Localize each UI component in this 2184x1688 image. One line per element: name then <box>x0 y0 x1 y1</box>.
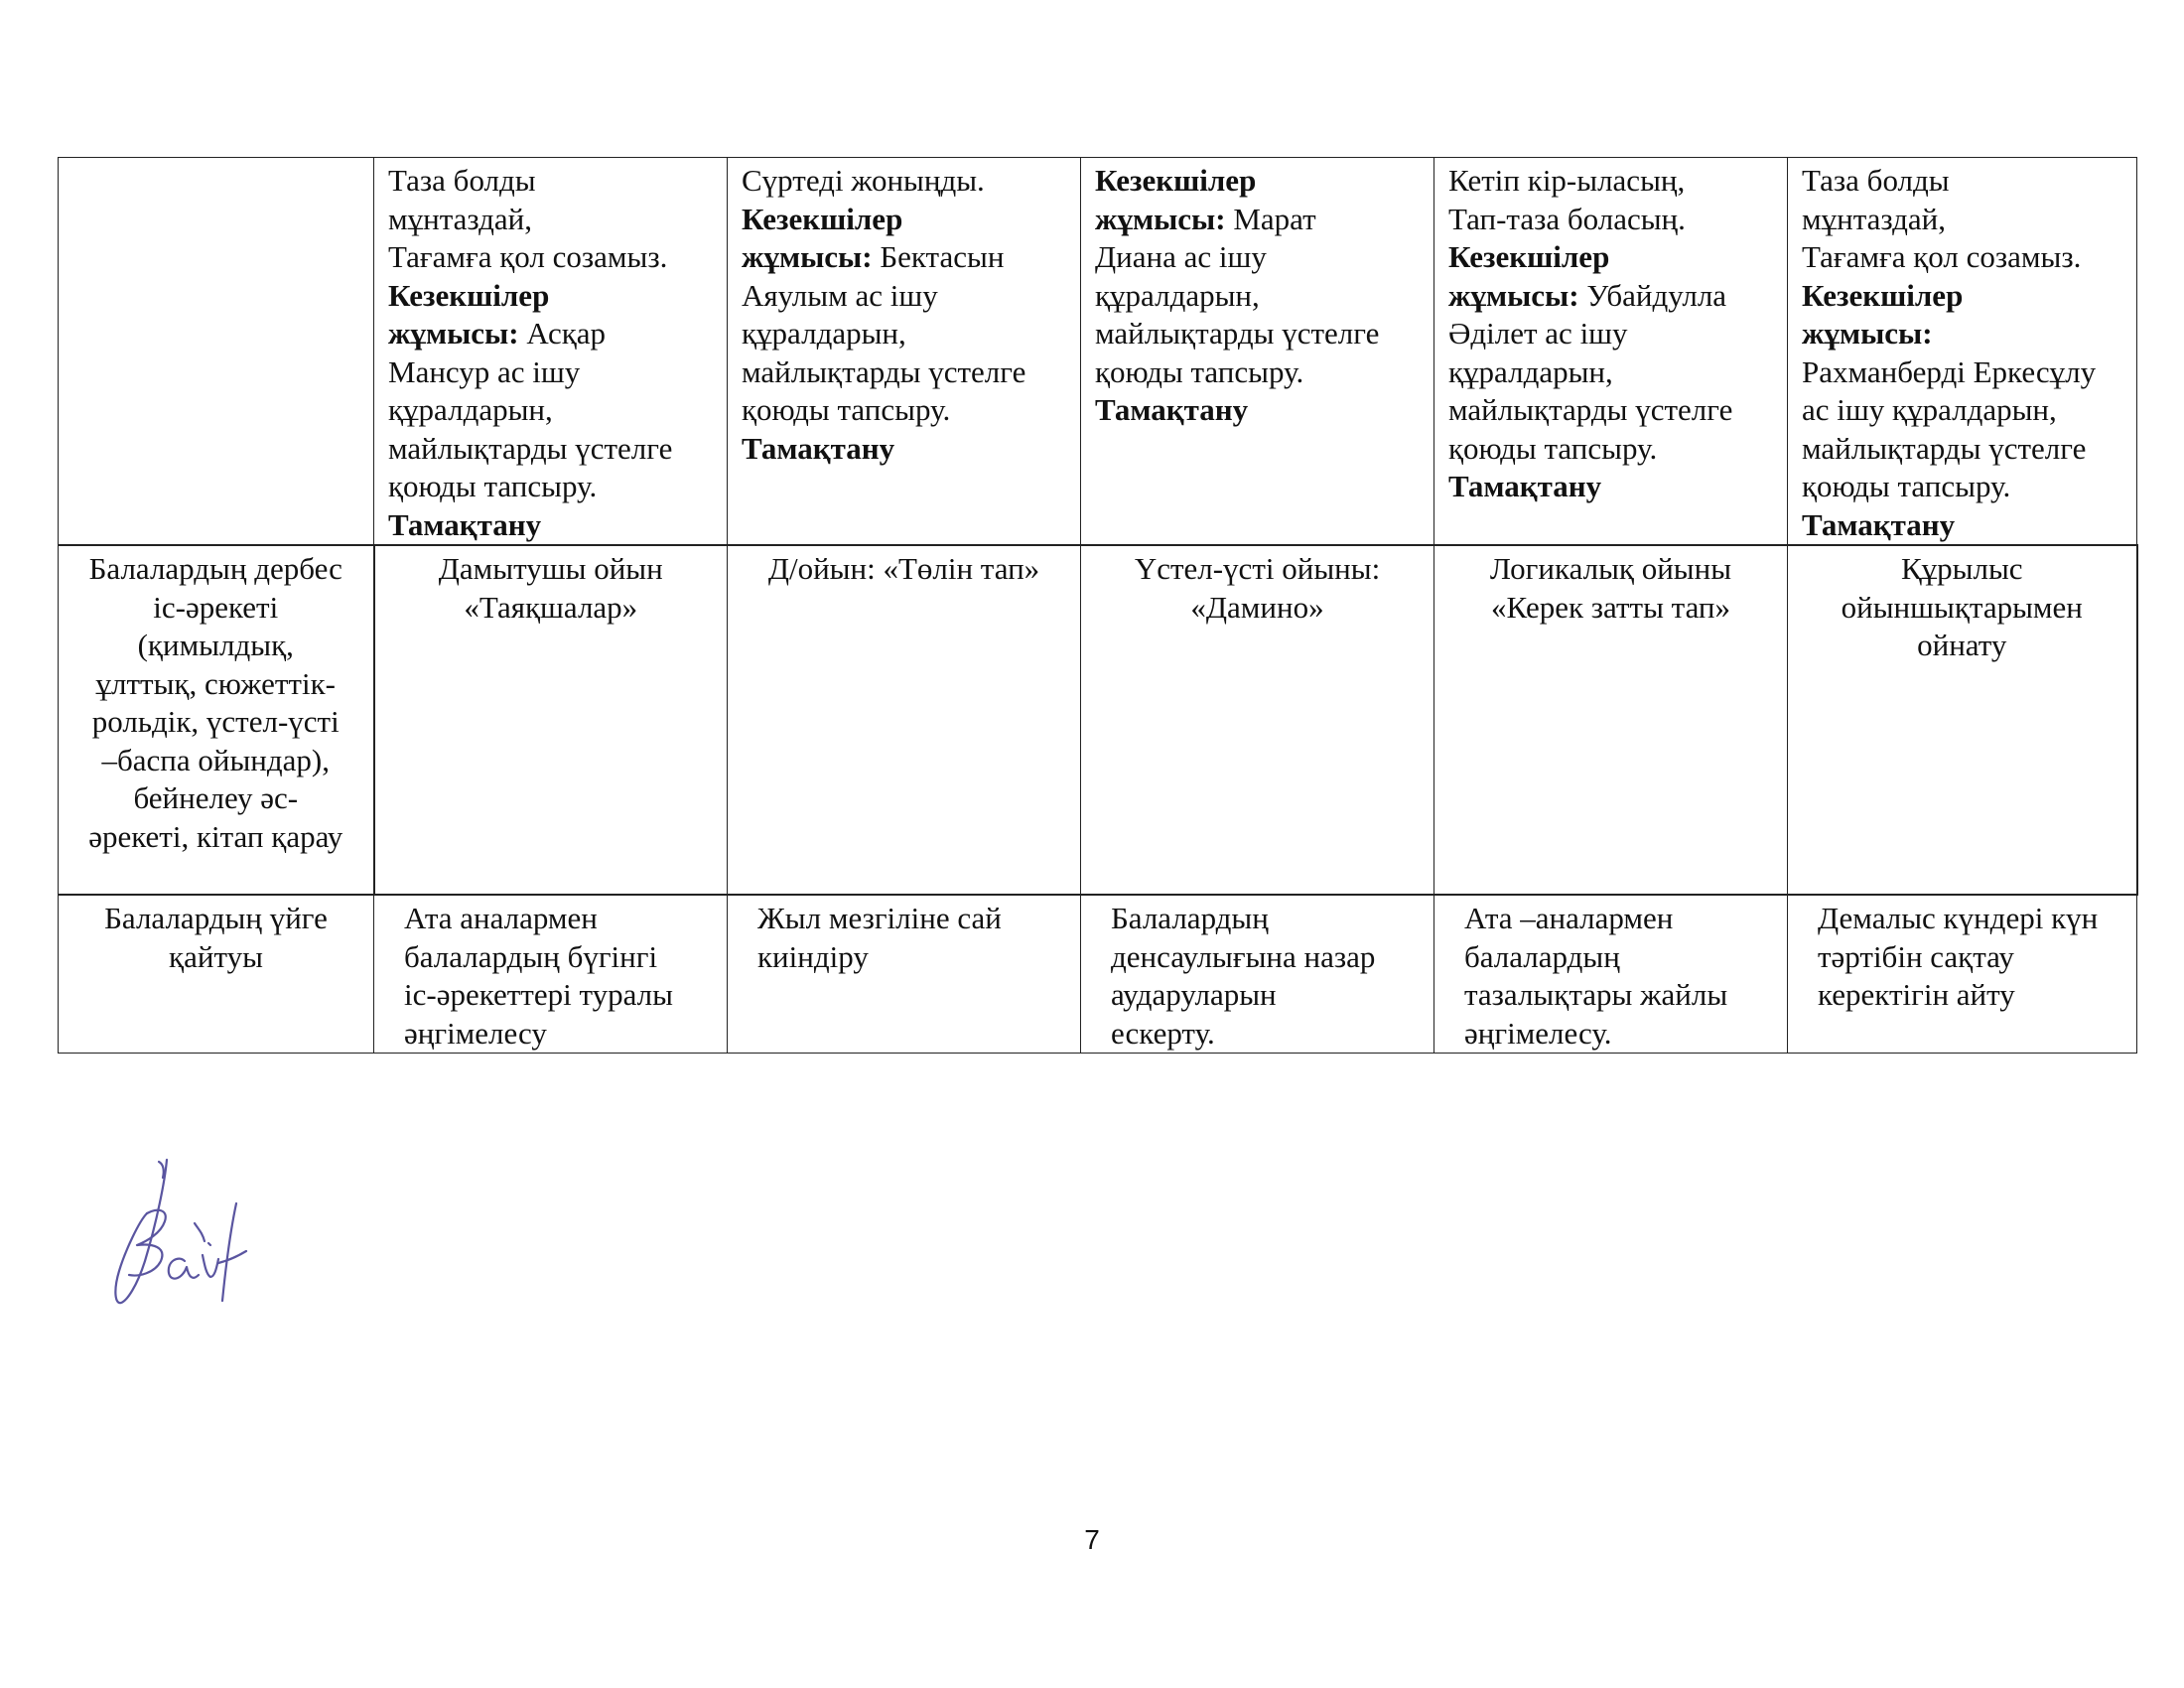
meal-label: Тамақтану <box>388 506 542 542</box>
game-cell-day-1 <box>374 545 728 895</box>
game-line: «Дамино» <box>1190 589 1324 625</box>
meal-label: Тамақтану <box>1448 469 1602 503</box>
cell-line: әңгімелесу <box>404 1015 547 1051</box>
game-line: Үстел-үсті ойыны: <box>1134 551 1381 586</box>
duty-title: жұмысы: <box>1095 201 1226 236</box>
poem-line: Таза болды <box>1802 163 1950 198</box>
label-line: ұлттық, сюжеттік- <box>95 665 336 701</box>
label-line: –баспа ойындар), <box>101 742 330 777</box>
duty-line: құралдарын, <box>742 316 906 351</box>
cell-line: керектігін айту <box>1818 977 2015 1012</box>
cell-line: Ата аналармен <box>404 901 598 935</box>
cell-line: тәртібін сақтау <box>1818 938 2014 974</box>
duty-line: Аяулым ас ішу <box>742 277 938 313</box>
poem-line: Сүртеді жоныңды. <box>742 163 985 198</box>
cell-line: ескерту. <box>1111 1015 1215 1051</box>
label-line: Балалардың үйге <box>104 901 328 935</box>
meal-label: Тамақтану <box>1802 506 1956 542</box>
duty-line: құралдарын, <box>1448 353 1613 389</box>
table-row <box>59 545 2137 895</box>
duty-line: майлықтарды үстелге <box>1095 316 1380 351</box>
duty-names: Бектасын <box>872 239 1005 274</box>
duty-title: Кезекшілер <box>1448 239 1610 274</box>
going-home-cell-day-1 <box>374 895 728 1054</box>
label-line: әрекеті, кітап қарау <box>88 818 343 854</box>
duty-names: Убайдулла <box>1578 277 1727 313</box>
cell-line: денсаулығына назар <box>1111 938 1376 974</box>
poem-line: Таза болды <box>388 163 536 198</box>
game-line: ойнату <box>1917 628 2007 662</box>
table-row <box>59 895 2137 1054</box>
duty-line: ас ішу құралдарын, <box>1802 392 2057 427</box>
cell-line: Демалыс күндері күн <box>1818 901 2099 935</box>
meal-cell-day-3 <box>1081 158 1434 546</box>
duty-line: Рахманберді Еркесұлу <box>1802 353 2097 389</box>
page-number: 7 <box>1084 1524 1100 1555</box>
meal-label: Тамақтану <box>742 430 895 466</box>
duty-title: жұмысы: <box>388 316 519 351</box>
game-line: «Керек затты тап» <box>1490 589 1731 625</box>
signature-strokes <box>115 1160 246 1303</box>
meal-label: Тамақтану <box>1095 392 1249 427</box>
row-label-going-home <box>59 895 374 1054</box>
cell-line: әңгімелесу. <box>1464 1015 1612 1051</box>
going-home-cell-day-3 <box>1081 895 1434 1054</box>
duty-title: Кезекшілер <box>742 201 903 236</box>
label-line: (қимылдық, <box>137 628 294 662</box>
game-line: Логикалық ойыны <box>1489 551 1732 586</box>
game-cell-day-3 <box>1081 545 1434 895</box>
meal-cell-day-2 <box>728 158 1081 546</box>
cell-line: іс-әрекеттері туралы <box>404 977 673 1012</box>
duty-line: Диана ас ішу <box>1095 239 1267 274</box>
meal-cell-day-1 <box>374 158 728 546</box>
meal-cell-day-5 <box>1788 158 2137 546</box>
duty-line: қоюды тапсыру. <box>1448 430 1658 466</box>
label-line: рольдік, үстел-үсті <box>91 704 340 739</box>
duty-line: құралдарын, <box>388 392 553 427</box>
cell-line: Жыл мезгіліне сай <box>757 901 1002 935</box>
game-line: Д/ойын: «Төлін тап» <box>767 551 1040 586</box>
cell-line: балалардың <box>1464 938 1620 974</box>
poem-line: Тап-таза боласың. <box>1448 201 1686 236</box>
game-cell-day-5 <box>1788 545 2137 895</box>
duty-names: Марат <box>1225 201 1316 236</box>
label-line: қайтуы <box>169 938 263 974</box>
duty-line: майлықтарды үстелге <box>1448 392 1733 427</box>
duty-line: қоюды тапсыру. <box>742 392 951 427</box>
duty-title: Кезекшілер <box>1802 277 1964 313</box>
game-cell-day-2 <box>728 545 1081 895</box>
going-home-cell-day-2 <box>728 895 1081 1054</box>
poem-line: Тағамға қол созамыз. <box>388 239 668 274</box>
duty-title: жұмысы: <box>1802 316 1933 351</box>
duty-line: майлықтарды үстелге <box>742 353 1026 389</box>
duty-names: Асқар <box>518 316 607 351</box>
label-line: Балалардың дербес <box>88 551 342 586</box>
cell-line: балалардың бүгінгі <box>404 938 658 974</box>
duty-line: қоюды тапсыру. <box>1802 469 2011 503</box>
duty-title: жұмысы: <box>742 239 873 274</box>
game-cell-day-4 <box>1434 545 1788 895</box>
poem-line: мұнтаздай, <box>1802 201 1946 236</box>
cell-line: Балалардың <box>1111 901 1269 935</box>
schedule-table <box>58 157 2138 1054</box>
game-line: Құрылыс <box>1900 551 2023 586</box>
going-home-cell-day-4 <box>1434 895 1788 1054</box>
cell-line: аударуларын <box>1111 977 1277 1012</box>
cell-line: Ата –аналармен <box>1464 901 1674 935</box>
poem-line: Тағамға қол созамыз. <box>1802 239 2082 274</box>
game-line: «Таяқшалар» <box>464 589 638 625</box>
duty-line: қоюды тапсыру. <box>1095 353 1304 389</box>
duty-line: құралдарын, <box>1095 277 1260 313</box>
duty-title: Кезекшілер <box>1095 163 1257 198</box>
cell-line: тазалықтары жайлы <box>1464 977 1728 1012</box>
label-line: бейнелеу әс- <box>133 780 299 815</box>
game-line: ойыншықтарымен <box>1841 589 2083 625</box>
duty-title: Кезекшілер <box>388 277 550 313</box>
meal-cell-day-4 <box>1434 158 1788 546</box>
game-line: Дамытушы ойын <box>438 551 663 586</box>
duty-line: майлықтарды үстелге <box>1802 430 2087 466</box>
duty-line: қоюды тапсыру. <box>388 469 598 503</box>
poem-line: мұнтаздай, <box>388 201 532 236</box>
table-row <box>59 158 2137 546</box>
row-label-empty <box>59 158 374 546</box>
duty-line: Әділет ас ішу <box>1448 316 1628 351</box>
duty-title: жұмысы: <box>1448 277 1579 313</box>
row-label-independent-activity <box>59 545 374 895</box>
poem-line: Кетіп кір-ыласың, <box>1448 163 1686 198</box>
duty-line: майлықтарды үстелге <box>388 430 673 466</box>
duty-line: Мансур ас ішу <box>388 353 581 389</box>
label-line: іс-әрекеті <box>153 589 279 625</box>
going-home-cell-day-5 <box>1788 895 2137 1054</box>
cell-line: киіндіру <box>757 938 869 974</box>
handwritten-signature <box>87 1152 256 1311</box>
